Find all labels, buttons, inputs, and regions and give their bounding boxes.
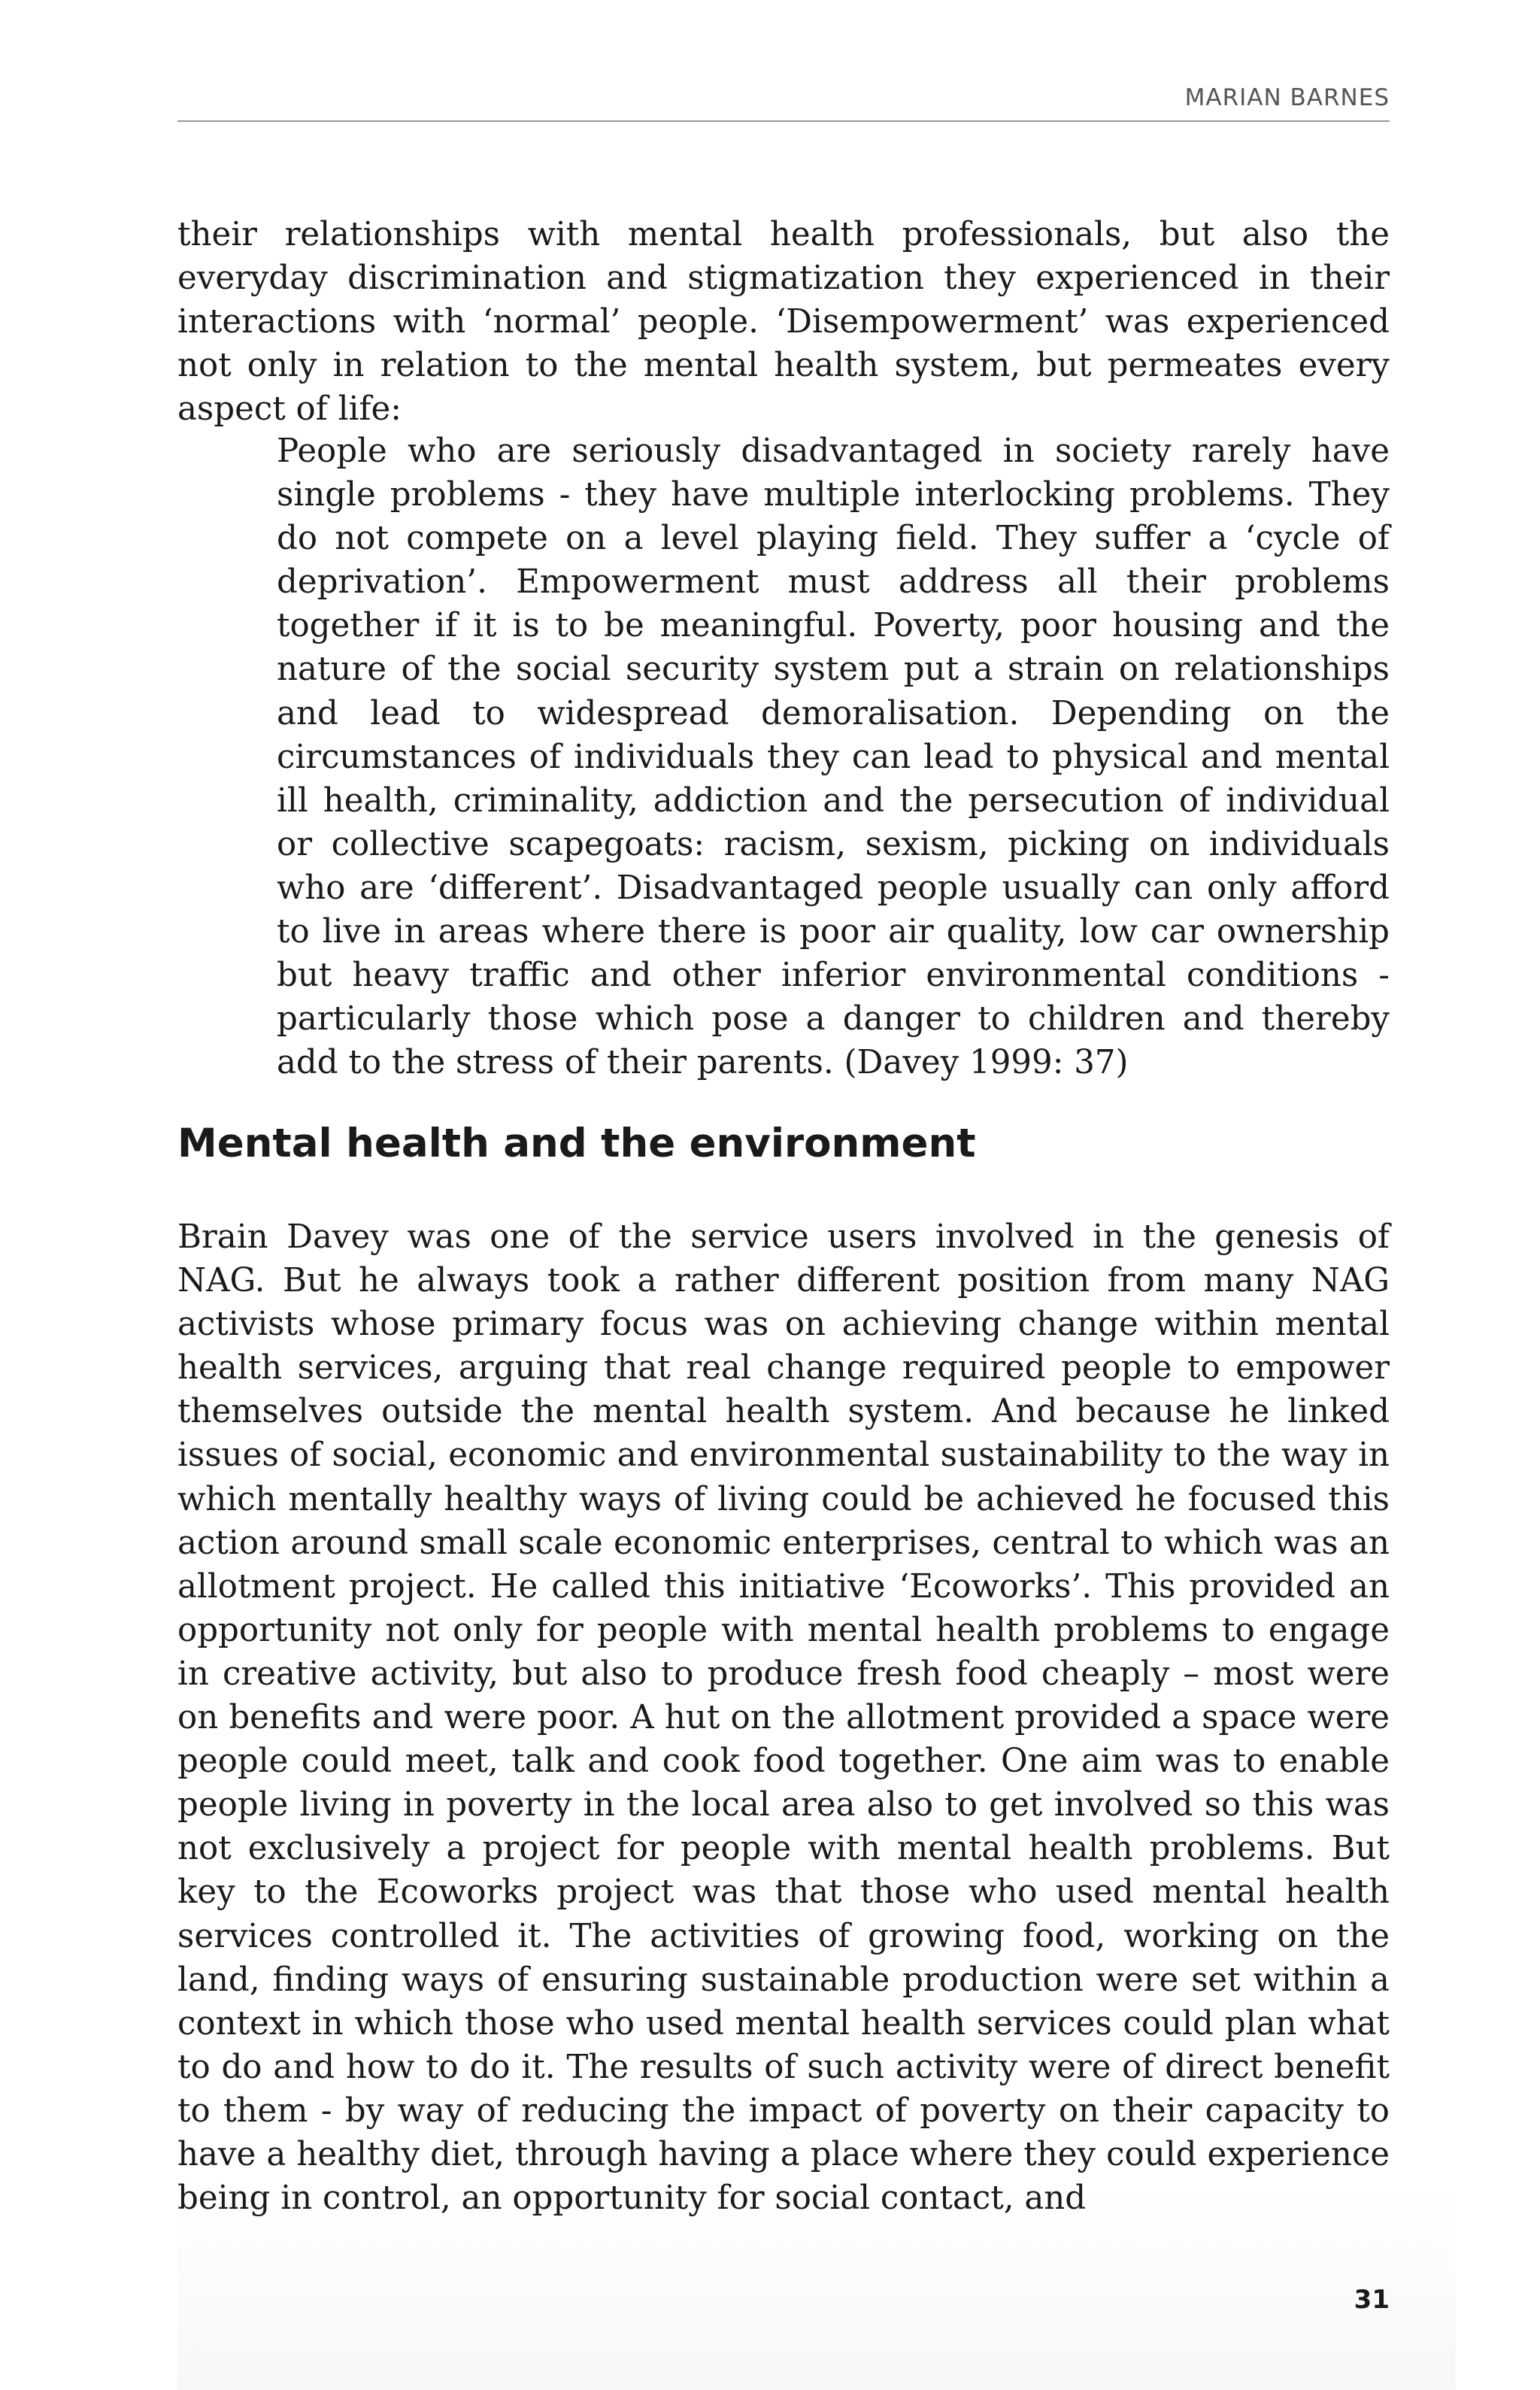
running-head	[177, 81, 1390, 122]
body-paragraph-2: Brain Davey was one of the service users involved in the genesis of NAG. But he always took a rather different position from many NAG activists whose primary focus was on achieving change within mental health services, arguing that real change required people to empower themselves outside the mental health system. And because he linked issues of social, economic and environmental sustainability to the way in which mentally healthy ways of living could be achieved he focused this action around small scale economic enterprises, central to which was an allotment project. He called this initiative ‘Ecoworks’. This provided an opportunity not only for people with mental health problems to engage in creative activity, but also to produce fresh food cheaply – most were on benefits and were poor. A hut on the allotment provided a space were people could meet, talk and cook food together. One aim was to enable people living in poverty in the local area also to get involved so this was not exclusively a project for people with mental health problems. But key to the Ecoworks project was that those who used mental health services controlled it. The activities of growing food, working on the land, finding ways of ensuring sustainable production were set within a context in which those who used mental health services could plan what to do and how to do it. The results of such activity were of direct benefit to them - by way of reducing the impact of poverty on their capacity to have a healthy diet, through having a place where they could experience being in control, an opportunity for social contact, and	[177, 1218, 1390, 2218]
block-quote: People who are seriously disadvantaged in society rarely have single problems - they have multiple interlocking problems. They do not compete on a level playing field. They suffer a ‘cycle of deprivation’. Empowerment must address all their problems together if it is to be meaningful. Poverty, poor housing and the nature of the social security system put a strain on relationships and lead to widespread demoralisation. Depending on the circumstances of individuals they can lead to physical and mental ill health, criminality, addiction and the persecution of individual or collective scapegoats: racism, sexism, picking on individuals who are ‘different’. Disadvantaged people usually can only afford to live in areas where there is poor air quality, low car ownership but heavy traffic and other inferior environmental conditions - particularly those which pose a danger to children and thereby add to the stress of their parents. (Davey 1999: 37)	[277, 432, 1390, 1082]
page-number: 31	[1354, 2285, 1390, 2315]
running-head-author: MARIAN BARNES	[1184, 84, 1390, 111]
section-heading: Mental health and the environment	[177, 1121, 976, 1166]
body-paragraph-1: their relationships with mental health professionals, but also the everyday discrimination and stigmatization they experienced in their interactions with ‘normal’ people. ‘Disempowerment’ was experienced not only in relation to the mental health system, but permeates every aspect of life:	[177, 216, 1390, 429]
